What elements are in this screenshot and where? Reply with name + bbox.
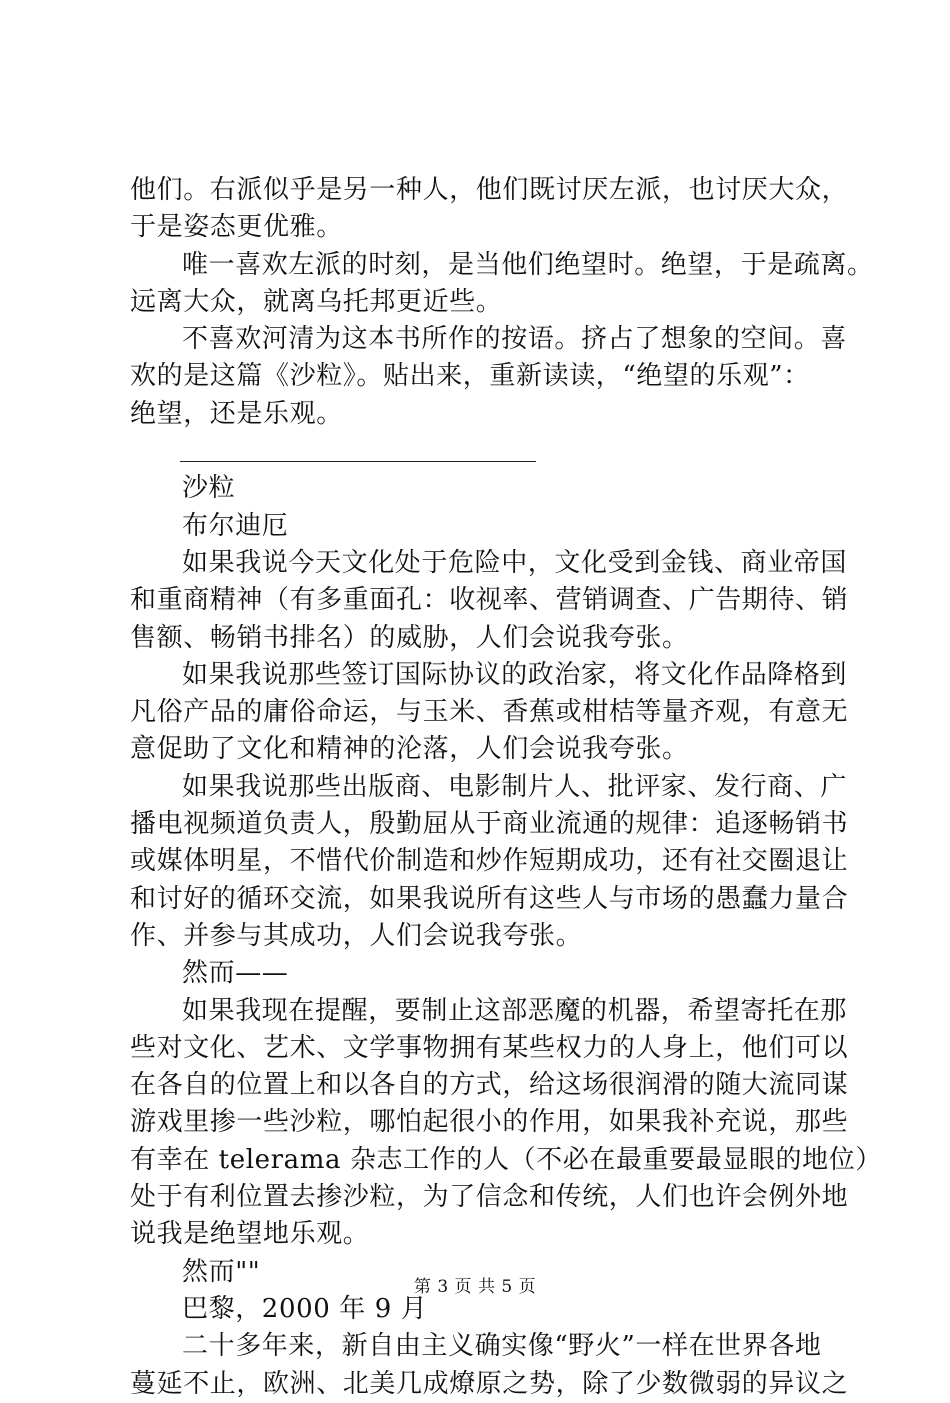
paragraph-start: 然而—— xyxy=(182,958,289,989)
text-line: 处于有利位置去掺沙粒，为了信念和传统，人们也许会例外地 xyxy=(130,1182,849,1213)
text-line: 作、并参与其成功，人们会说我夸张。 xyxy=(130,920,583,951)
text-line: 说我是绝望地乐观。 xyxy=(130,1219,370,1250)
paragraph-start: 不喜欢河清为这本书所作的按语。挤占了想象的空间。喜 xyxy=(182,324,848,355)
paragraph-start: 二十多年来，新自由主义确实像“野火”一样在世界各地 xyxy=(182,1331,822,1362)
paragraph-start: 如果我说今天文化处于危险中，文化受到金钱、商业帝国 xyxy=(182,547,848,578)
article-author: 布尔迪厄 xyxy=(182,510,289,541)
text-line: 或媒体明星，不惜代价制造和炒作短期成功，还有社交圈退让 xyxy=(130,846,849,877)
paragraph-start: 如果我现在提醒，要制止这部恶魔的机器，希望寄托在那 xyxy=(182,995,848,1026)
text-line: 播电视频道负责人，殷勤屈从于商业流通的规律：追逐畅销书 xyxy=(130,809,849,840)
text-line: 有幸在 telerama 杂志工作的人（不必在最重要最显眼的地位） xyxy=(130,1144,882,1175)
text-line: 售额、畅销书排名）的威胁，人们会说我夸张。 xyxy=(130,622,689,653)
paragraph-start: 如果我说那些出版商、电影制片人、批评家、发行商、广 xyxy=(182,771,848,802)
text-line: 蔓延不止，欧洲、北美几成燎原之势，除了少数微弱的异议之 xyxy=(130,1368,849,1399)
text-line: 凡俗产品的庸俗命运，与玉米、香蕉或柑桔等量齐观，有意无 xyxy=(130,697,849,728)
article-title: 沙粒 xyxy=(182,473,236,504)
text-line: 在各自的位置上和以各自的方式，给这场很润滑的随大流同谋 xyxy=(130,1070,849,1101)
text-line: 欢的是这篇《沙粒》。贴出来，重新读读，“绝望的乐观”： xyxy=(130,361,810,392)
divider-rule xyxy=(180,461,536,462)
text-line: 于是姿态更优雅。 xyxy=(130,212,343,243)
paragraph-start: 唯一喜欢左派的时刻，是当他们绝望时。绝望，于是疏离。 xyxy=(182,249,874,280)
paragraph-start: 如果我说那些签订国际协议的政治家，将文化作品降格到 xyxy=(182,659,848,690)
document-body xyxy=(130,172,882,1403)
text-line: 和重商精神（有多重面孔：收视率、营销调查、广告期待、销 xyxy=(130,585,849,616)
dateline: 巴黎，2000 年 9 月 xyxy=(182,1293,428,1324)
page-footer xyxy=(0,1272,950,1297)
text-line: 远离大众，就离乌托邦更近些。 xyxy=(130,286,503,317)
text-line: 和讨好的循环交流，如果我说所有这些人与市场的愚蠢力量合 xyxy=(130,883,849,914)
text-line: 他们。右派似乎是另一种人，他们既讨厌左派，也讨厌大众， xyxy=(130,175,849,205)
page-number: 第 3 页 共 5 页 xyxy=(413,1277,537,1297)
text-line: 绝望，还是乐观。 xyxy=(130,398,343,429)
divider xyxy=(130,433,842,470)
text-line: 些对文化、艺术、文学事物拥有某些权力的人身上，他们可以 xyxy=(130,1032,849,1063)
text-line: 意促助了文化和精神的沦落，人们会说我夸张。 xyxy=(130,734,689,765)
text-line: 游戏里掺一些沙粒，哪怕起很小的作用，如果我补充说，那些 xyxy=(130,1107,849,1138)
paragraph-start: 然而"" xyxy=(182,1256,261,1287)
